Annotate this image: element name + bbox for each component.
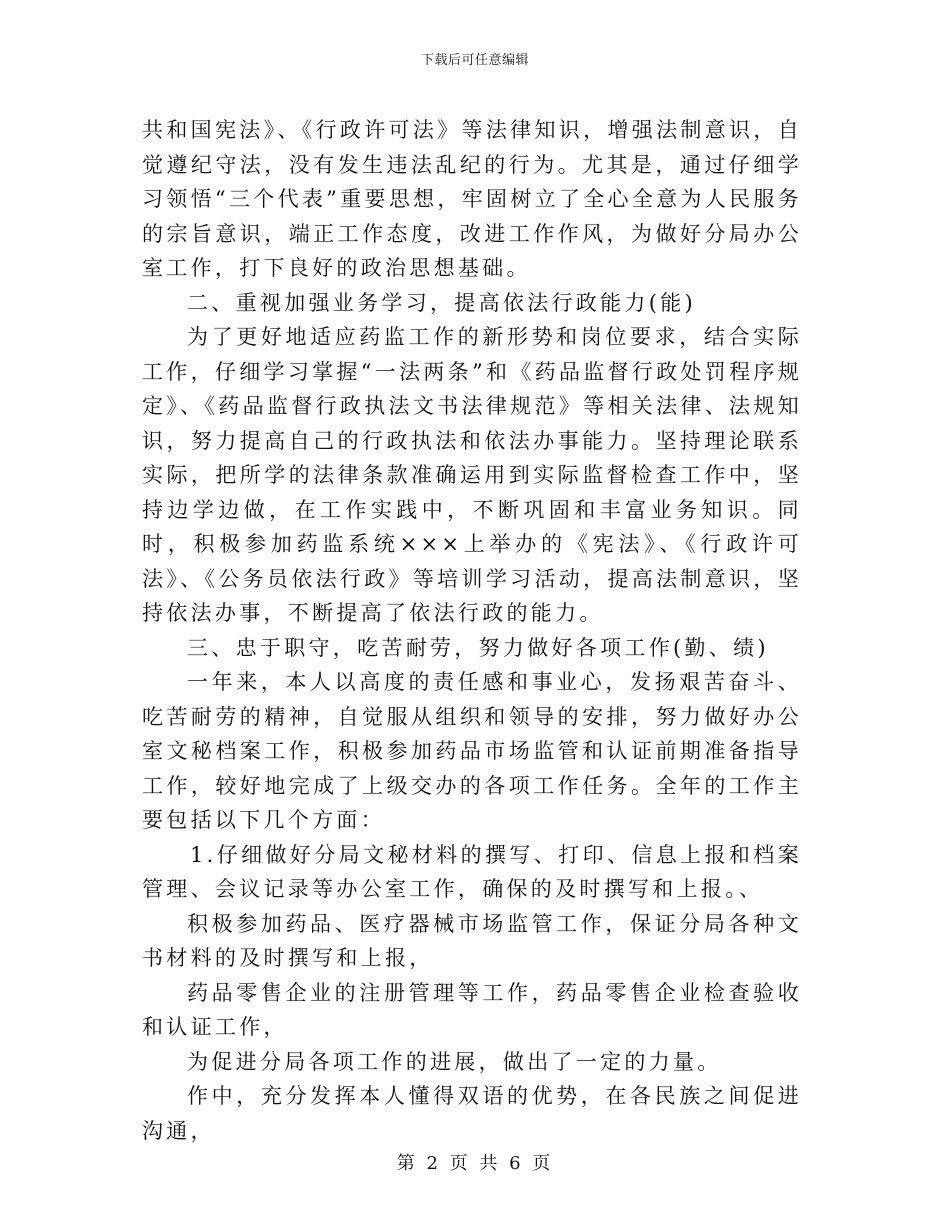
body-paragraph: 药品零售企业的注册管理等工作，药品零售企业检查验收和认证工作， <box>142 980 802 1039</box>
header-note: 下载后可任意编辑 <box>420 53 529 68</box>
section-heading: 二、重视加强业务学习，提高依法行政能力(能) <box>187 290 696 315</box>
body-paragraph: 一年来，本人以高度的责任感和事业心，发扬艰苦奋斗、吃苦耐劳的精神，自觉服从组织和领导的安排，努力做好办公室文秘档案工作，积极参加药品市场监管和认证前期准备指导工作，较好地完成了上级交办的各项工作任务。全年的工作主要包括以下几个方面： <box>142 670 802 832</box>
body-paragraph: 积极参加药品、医疗器械市场监管工作，保证分局各种文书材料的及时撰写和上报， <box>142 911 802 970</box>
document-body <box>142 113 802 1148</box>
body-paragraph: 共和国宪法》、《行政许可法》等法律知识，增强法制意识，自觉遵纪守法，没有发生违法乱纪的行为。尤其是，通过仔细学习领悟“三个代表”重要思想，牢固树立了全心全意为人民服务的宗旨意识，端正工作态度，改进工作作风，为做好分局办公室工作，打下良好的政治思想基础。 <box>142 118 802 280</box>
page-footer: 第 2 页 共 6 页 <box>396 1153 554 1174</box>
section-heading: 三、忠于职守，吃苦耐劳，努力做好各项工作(勤、绩) <box>187 635 769 660</box>
body-paragraph: 作中，充分发挥本人懂得双语的优势，在各民族之间促进沟通， <box>142 1084 802 1143</box>
list-item: 1.仔细做好分局文秘材料的撰写、打印、信息上报和档案管理、会议记录等办公室工作，确保的及时撰写和上报。、 <box>142 842 802 901</box>
body-paragraph: 为了更好地适应药监工作的新形势和岗位要求，结合实际工作，仔细学习掌握“一法两条”和《药品监督行政处罚程序规定》、《药品监督行政执法文书法律规范》等相关法律、法规知识，努力提高自己的行政执法和依法办事能力。坚持理论联系实际，把所学的法律条款准确运用到实际监督检查工作中，坚持边学边做，在工作实践中，不断巩固和丰富业务知识。同时，积极参加药监系统×××上举办的《宪法》、《行政许可法》、《公务员依法行政》等培训学习活动，提高法制意识，坚持依法办事，不断提高了依法行政的能力。 <box>142 325 802 625</box>
body-paragraph: 为促进分局各项工作的进展，做出了一定的力量。 <box>187 1049 722 1074</box>
